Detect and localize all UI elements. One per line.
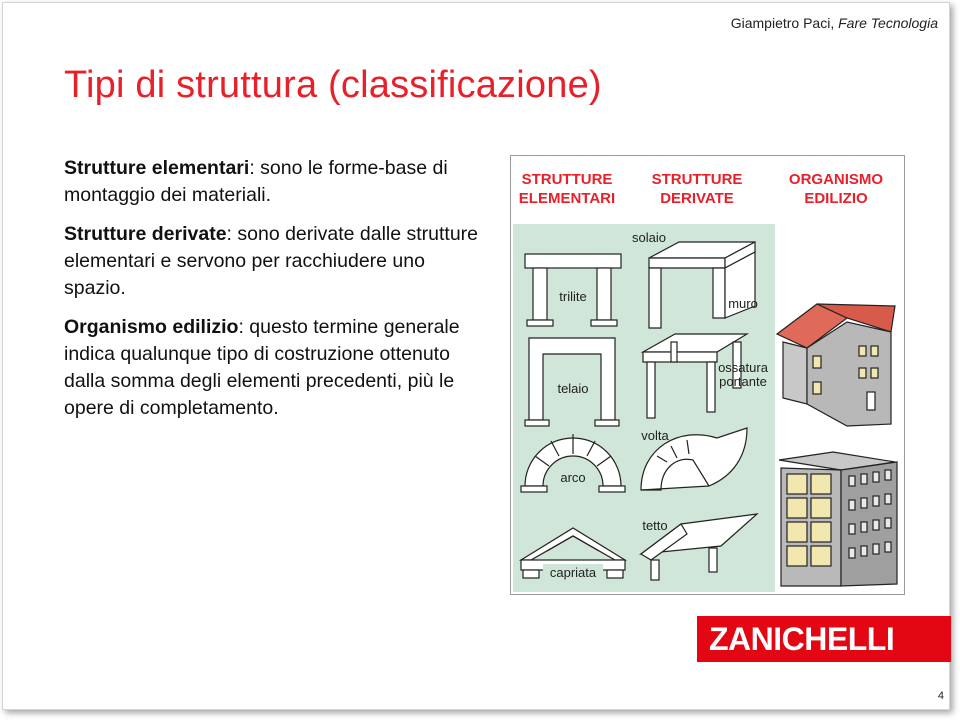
label-ossatura-line2: portante [719, 374, 767, 389]
header-col3-line2: EDILIZIO [804, 190, 868, 207]
label-ossatura-line1: ossatura [718, 360, 768, 375]
body-text [64, 155, 484, 434]
header-col1-line1: STRUTTURE [521, 171, 613, 188]
term-strutture-derivate: Strutture derivate [64, 223, 227, 245]
label-volta: volta [641, 428, 669, 443]
definition-strutture-elementari: : sono le forme-base di montaggio dei materiali. [64, 157, 448, 206]
author-credit [731, 15, 938, 31]
header-col3-line1: ORGANISMO [788, 171, 884, 188]
apartment-building-drawing [779, 452, 897, 586]
publisher-logo: ZANICHELLI [697, 616, 951, 662]
small-house-drawing [777, 304, 895, 426]
paragraph-organismo-edilizio [64, 314, 484, 422]
structure-types-figure [510, 155, 905, 595]
header-col2-line2: DERIVATE [660, 190, 734, 207]
label-telaio: telaio [557, 381, 589, 396]
slide-title: Tipi di struttura (classificazione) [64, 64, 602, 106]
paragraph-strutture-derivate [64, 221, 484, 302]
label-tetto: tetto [642, 518, 668, 533]
author-name: Giampietro Paci, [730, 15, 835, 31]
work-title: Fare Tecnologia [838, 15, 938, 31]
paragraph-strutture-elementari [64, 155, 484, 209]
label-muro: muro [728, 296, 758, 311]
label-solaio: solaio [632, 230, 666, 245]
term-strutture-elementari: Strutture elementari [64, 157, 250, 179]
header-col2-line1: STRUTTURE [651, 171, 743, 188]
label-arco: arco [560, 470, 586, 485]
definition-strutture-derivate: : sono derivate dalle strutture elementari e servono per racchiudere uno spazio. [64, 223, 479, 299]
label-capriata: capriata [549, 565, 597, 580]
page-number: 4 [937, 690, 944, 702]
structure-illustration [511, 156, 904, 594]
definition-organismo-edilizio: : questo termine generale indica qualunque tipo di costruzione ottenuto dalla somma degli elementi precedenti, più le opere di completamento. [64, 316, 460, 419]
term-organismo-edilizio: Organismo edilizio [64, 316, 239, 338]
label-trilite: trilite [559, 289, 587, 304]
header-col1-line2: ELEMENTARI [518, 190, 616, 207]
